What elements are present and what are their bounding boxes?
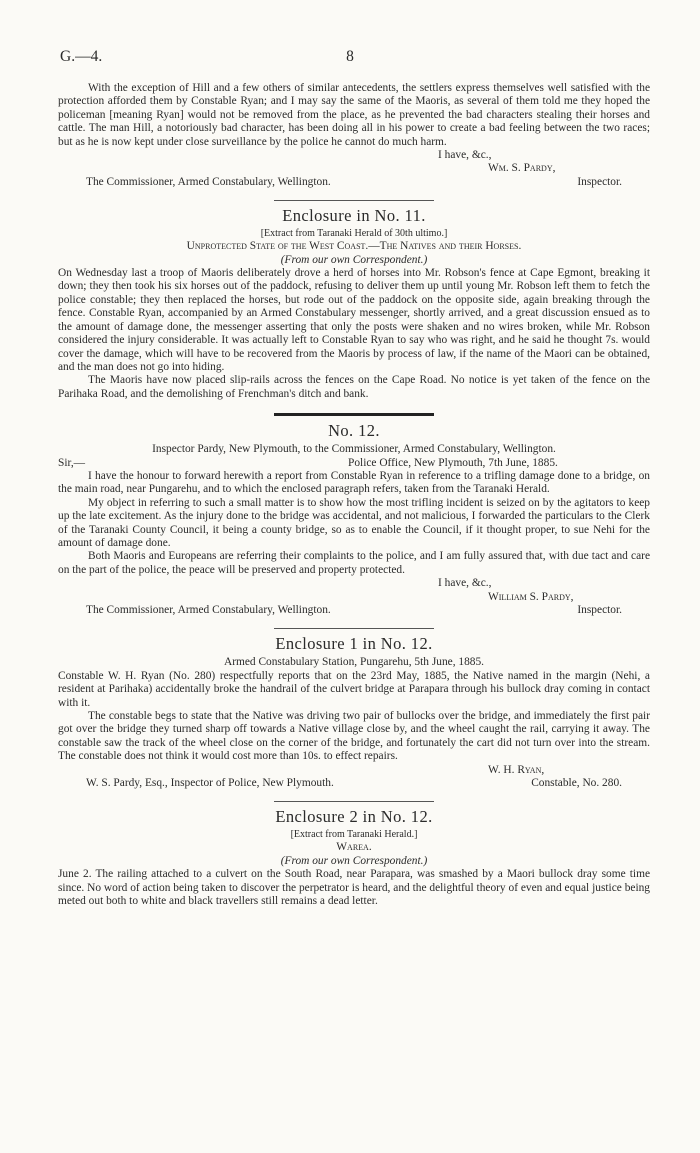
extract-note: [Extract from Taranaki Herald of 30th ultimo.]: [260, 228, 448, 240]
body-paragraph: I have the honour to forward herewith a report from Constable Ryan in reference to a trifling damage done to a bridge, on the main road, near Pungarehu, and to which the enclosed paragraph refers, taken from the Taranaki Herald.: [58, 469, 650, 496]
section-heading: No. 12.: [328, 421, 380, 441]
divider: [274, 200, 434, 201]
section-heading: Enclosure 2 in No. 12.: [275, 807, 433, 827]
divider: [274, 413, 434, 416]
body-paragraph: Constable W. H. Ryan (No. 280) respectfully reports that on the 23rd May, 1885, the Native named in the margin (Nehi, a resident at Parihaka) accidentally broke the handrail of the culvert bridge at Parapara through his bullock dray coming in contact with it.: [58, 669, 650, 709]
address-line: [58, 777, 650, 790]
divider: [274, 801, 434, 802]
place-date: Armed Constabulary Station, Pungarehu, 5th June, 1885.: [223, 656, 485, 669]
body-paragraph: On Wednesday last a troop of Maoris deliberately drove a herd of horses into Mr. Robson's fence at Cape Egmont, breaking it down; they then took his six horses out of the paddock, refusing to deliver them up until young Mr. Robson left them to fetch the police constable; they then replaced the horses, but rode out of the paddock on the opposite side, again breaking through the fence. Constable Ryan, accompanied by an Armed Constabulary messenger, shortly arrived, and a great discussion ensued as to the amount of damage done, the messenger asserting that only the posts were shaken and no wires broken, while Mr. Robson considered the injury considerable. It was actually left to Constable Ryan to say who was right, and he said he thought 7s. would cover the damage, which will have to be recovered from the Maoris by process of law, if the name of the Maori can be obtained, and the man does not go into hiding.: [58, 267, 650, 373]
divider: [274, 628, 434, 629]
body-paragraph: Both Maoris and Europeans are referring their complaints to the police, and I am fully assured that, with due tact and care on the part of the police, the peace will be preserved and property protected.: [58, 550, 650, 576]
page-header: [60, 48, 640, 68]
body-paragraph: My object in referring to such a small matter is to show how the most trifling incident is seized on by the agitators to keep up the late excitement. As the injury done to the bridge was accidental, and not malicious, I forwarded the particulars to the Clerk of the Taranaki County Council, it being a county bridge, so as to enable the Council, if it thought proper, to sue Nehi for the amount of damage done.: [58, 496, 650, 549]
signatory-title: Constable, No. 280.: [531, 777, 622, 790]
address-line: [58, 604, 650, 617]
opening-paragraph: With the exception of Hill and a few others of similar antecedents, the settlers express themselves well satisfied with the protection afforded them by Constable Ryan; and I may say the same of the Maoris, as several of them told me they hoped the policeman [meaning Ryan] would not be removed from the place, as he prevented the bad characters stealing their horses and cattle. The man Hill, a notoriously bad character, has been doing all in his power to create a bad feeling between the two races; but as he is now kept under close surveillance by the police he cannot do much harm.: [58, 82, 650, 148]
signature: Wm. S. Pardy,: [488, 162, 556, 175]
correspondent-note: (From our own Correspondent.): [280, 253, 428, 266]
correspondent-note: (From our own Correspondent.): [280, 854, 428, 867]
signature: W. H. Ryan,: [488, 763, 545, 776]
addressee: The Commissioner, Armed Constabulary, Wellington.: [86, 175, 331, 188]
addressee: W. S. Pardy, Esq., Inspector of Police, New Plymouth.: [86, 777, 334, 790]
salutation: Sir,—: [58, 456, 86, 469]
place-date: Police Office, New Plymouth, 7th June, 1885.: [348, 456, 558, 469]
document-reference: G.—4.: [60, 48, 103, 65]
body-paragraph: The Maoris have now placed slip-rails across the fences on the Cape Road. No notice is yet taken of the fence on the Parihaka Road, and the demolishing of Frenchman's ditch and bank.: [58, 374, 650, 400]
letter-header: Inspector Pardy, New Plymouth, to the Commissioner, Armed Constabulary, Wellington.: [152, 443, 556, 456]
address-line: [58, 176, 650, 189]
addressee: The Commissioner, Armed Constabulary, Wellington.: [86, 604, 331, 616]
closing: I have, &c.,: [438, 149, 492, 162]
article-subheading: Unprotected State of the West Coast.—The Natives and their Horses.: [186, 240, 522, 253]
body-paragraph: June 2. The railing attached to a culvert on the South Road, near Parapara, was smashed by a Maori bullock dray some time since. No word of action being taken to discover the perpetrator is heard, and the delightful theory of even and equal justice being meted out both to white and black travellers still remains a dead letter.: [58, 868, 650, 908]
signature: William S. Pardy,: [488, 590, 574, 603]
salutation-line: [58, 457, 650, 470]
signatory-title: Inspector.: [577, 175, 622, 188]
place-heading: Warea.: [336, 841, 372, 854]
body-paragraph: The constable begs to state that the Native was driving two pair of bullocks over the bridge, and immediately the first pair got over the bridge they turned sharp off towards a Native village close by, and the wheel caught the rail, carrying it away. The constable saw the track of the wheel close on the corner of the bridge, and fortunately the cart did not turn over into the stream. The constable does not think it would cost more than 10s. to effect repairs.: [58, 710, 650, 763]
signatory-title: Inspector.: [577, 604, 622, 616]
section-heading: Enclosure in No. 11.: [282, 206, 426, 226]
page-number: 8: [346, 48, 354, 65]
document-body: [58, 82, 650, 909]
closing: I have, &c.,: [438, 577, 492, 590]
section-heading: Enclosure 1 in No. 12.: [275, 634, 433, 654]
extract-note: [Extract from Taranaki Herald.]: [290, 829, 418, 841]
